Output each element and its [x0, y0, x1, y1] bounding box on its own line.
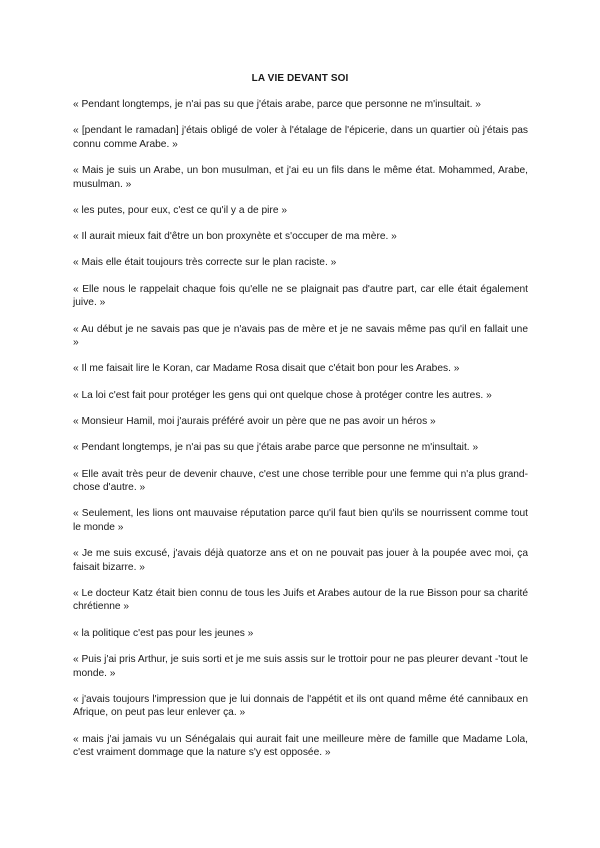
quote-item: « Il me faisait lire le Koran, car Madame Rosa disait que c'était bon pour les Arabes. » [73, 363, 460, 375]
quote-item: « les putes, pour eux, c'est ce qu'il y a de pire » [73, 204, 287, 216]
quote-item: « Puis j'ai pris Arthur, je suis sorti et je me suis assis sur le trottoir pour ne pas pleurer devant -'tout le monde. » [73, 654, 528, 679]
quote-item: « la politique c'est pas pour les jeunes » [73, 627, 254, 639]
quote-list [73, 98, 528, 772]
quote-item: « Je me suis excusé, j'avais déjà quatorze ans et on ne pouvait pas jouer à la poupée avec moi, ça faisait bizarre. » [73, 548, 528, 573]
quote-item: « Pendant longtemps, je n'ai pas su que j'étais arabe, parce que personne ne m'insultait. » [73, 99, 481, 110]
quote-item: « mais j'ai jamais vu un Sénégalais qui aurait fait une meilleure mère de famille que Madame Lola, c'est vraiment dommage que la nature s'y est opposée. » [73, 733, 528, 759]
quote-item: « [pendant le ramadan] j'étais obligé de voler à l'étalage de l'épicerie, dans un quartier où j'étais pas connu comme Arabe. » [73, 125, 528, 150]
quote-item: « Monsieur Hamil, moi j'aurais préféré avoir un père que ne pas avoir un héros » [73, 415, 436, 427]
quote-item: « Le docteur Katz était bien connu de tous les Juifs et Arabes autour de la rue Bisson pour sa charité chrétienne » [73, 587, 528, 613]
quote-item: « Au début je ne savais pas que je n'avais pas de mère et je ne savais même pas qu'il en fallait une » [73, 323, 528, 349]
quote-item: « Elle nous le rappelait chaque fois qu'elle ne se plaignait pas d'autre part, car elle était également juive. » [73, 283, 528, 309]
document-title: LA VIE DEVANT SOI [251, 73, 349, 84]
quote-item: « Pendant longtemps, je n'ai pas su que j'étais arabe parce que personne ne m'insultait. » [73, 442, 479, 454]
quote-item: « Seulement, les lions ont mauvaise réputation parce qu'il faut bien qu'ils se nourrissent comme tout le monde » [73, 508, 528, 533]
quote-item: « Elle avait très peur de devenir chauve, c'est une chose terrible pour une femme qui n'a plus grand-chose d'autre. » [73, 468, 528, 494]
quote-item: « La loi c'est fait pour protéger les gens qui ont quelque chose à protéger contre les autres. » [73, 389, 492, 401]
quote-item: « Mais je suis un Arabe, un bon musulman, et j'ai eu un fils dans le même état. Mohammed, Arabe, musulman. » [73, 165, 528, 190]
quote-item: « Mais elle était toujours très correcte sur le plan raciste. » [73, 257, 337, 269]
quote-item: « Il aurait mieux fait d'être un bon proxynète et s'occuper de ma mère. » [73, 231, 397, 243]
quote-item: « j'avais toujours l'impression que je lui donnais de l'appétit et ils ont quand même été cannibaux en Afrique, on peut pas leur enlever ça. » [73, 693, 528, 719]
